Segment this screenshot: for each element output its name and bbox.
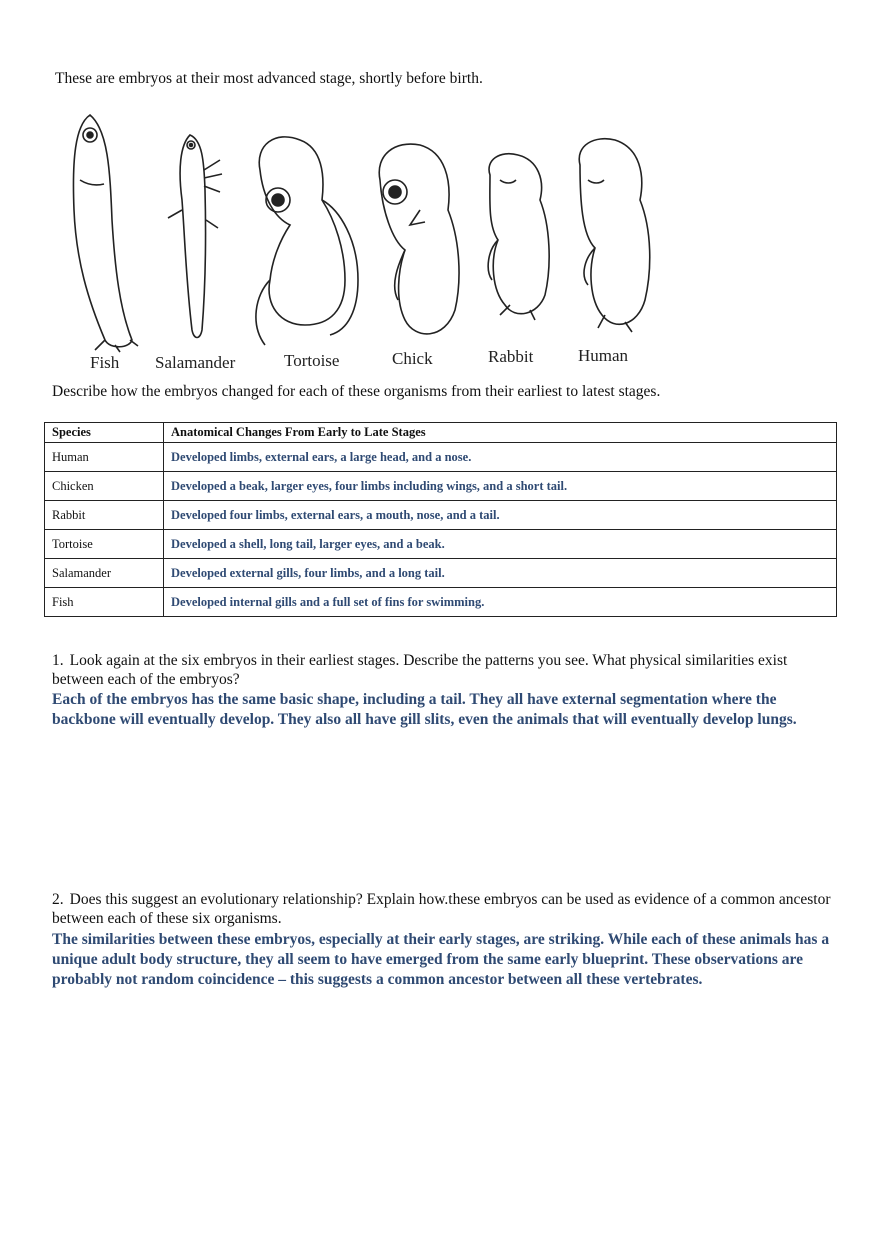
change-cell: Developed a beak, larger eyes, four limbs including wings, and a short tail. [164,472,837,501]
answer-1: Each of the embryos has the same basic shape, including a tail. They all have external segmentation where the backbone will eventually develop. They also all have gill slits, even the animals that will eventually develop lungs. [52,691,797,728]
embryo-figure [60,100,660,375]
question-text: Does this suggest an evolutionary relationship? Explain how.these embryos can be used as evidence of a common ancestor between each of these six organisms. [52,891,831,927]
chick-label: Chick [392,349,433,368]
table-row [45,588,837,617]
changes-table [44,422,837,617]
rabbit-label: Rabbit [488,347,534,366]
rabbit-embryo-drawing [488,154,549,320]
column-header-species: Species [45,423,164,443]
chick-embryo-drawing [379,144,459,334]
tortoise-label: Tortoise [284,351,340,370]
species-cell: Salamander [45,559,164,588]
change-cell: Developed a shell, long tail, larger eyes, and a beak. [164,530,837,559]
tortoise-embryo-drawing [256,137,358,345]
species-cell: Tortoise [45,530,164,559]
table-row [45,472,837,501]
change-cell: Developed internal gills and a full set of fins for swimming. [164,588,837,617]
species-cell: Human [45,443,164,472]
question-number: 1. [52,652,64,669]
intro-text: These are embryos at their most advanced stage, shortly before birth. [55,70,483,87]
question-text: Look again at the six embryos in their earliest stages. Describe the patterns you see. What physical similarities exist between each of the embryos? [52,652,788,688]
table-row [45,530,837,559]
column-header-changes: Anatomical Changes From Early to Late Stages [164,423,837,443]
question-1 [52,651,832,689]
human-label: Human [578,346,629,365]
species-cell: Fish [45,588,164,617]
species-cell: Chicken [45,472,164,501]
change-cell: Developed external gills, four limbs, and a long tail. [164,559,837,588]
figure-labels [90,346,629,372]
describe-prompt: Describe how the embryos changed for each of these organisms from their earliest to latest stages. [52,383,661,400]
question-number: 2. [52,891,64,908]
salamander-embryo-drawing [168,135,222,338]
table-row [45,443,837,472]
answer-2: The similarities between these embryos, especially at their early stages, are striking. While each of these animals has a unique adult body structure, they all seem to have emerged from the same early blueprint. These observations are probably not random coincidence – this suggests a common ancestor between all these vertebrates. [52,931,830,988]
salamander-label: Salamander [155,353,236,372]
change-cell: Developed limbs, external ears, a large head, and a nose. [164,443,837,472]
embryo-illustration [60,100,660,375]
question-2 [52,890,832,928]
change-cell: Developed four limbs, external ears, a mouth, nose, and a tail. [164,501,837,530]
human-embryo-drawing [579,139,650,332]
table-header-row [45,423,837,443]
table-row [45,559,837,588]
fish-embryo-drawing [73,115,138,352]
table-row [45,501,837,530]
species-cell: Rabbit [45,501,164,530]
fish-label: Fish [90,353,120,372]
